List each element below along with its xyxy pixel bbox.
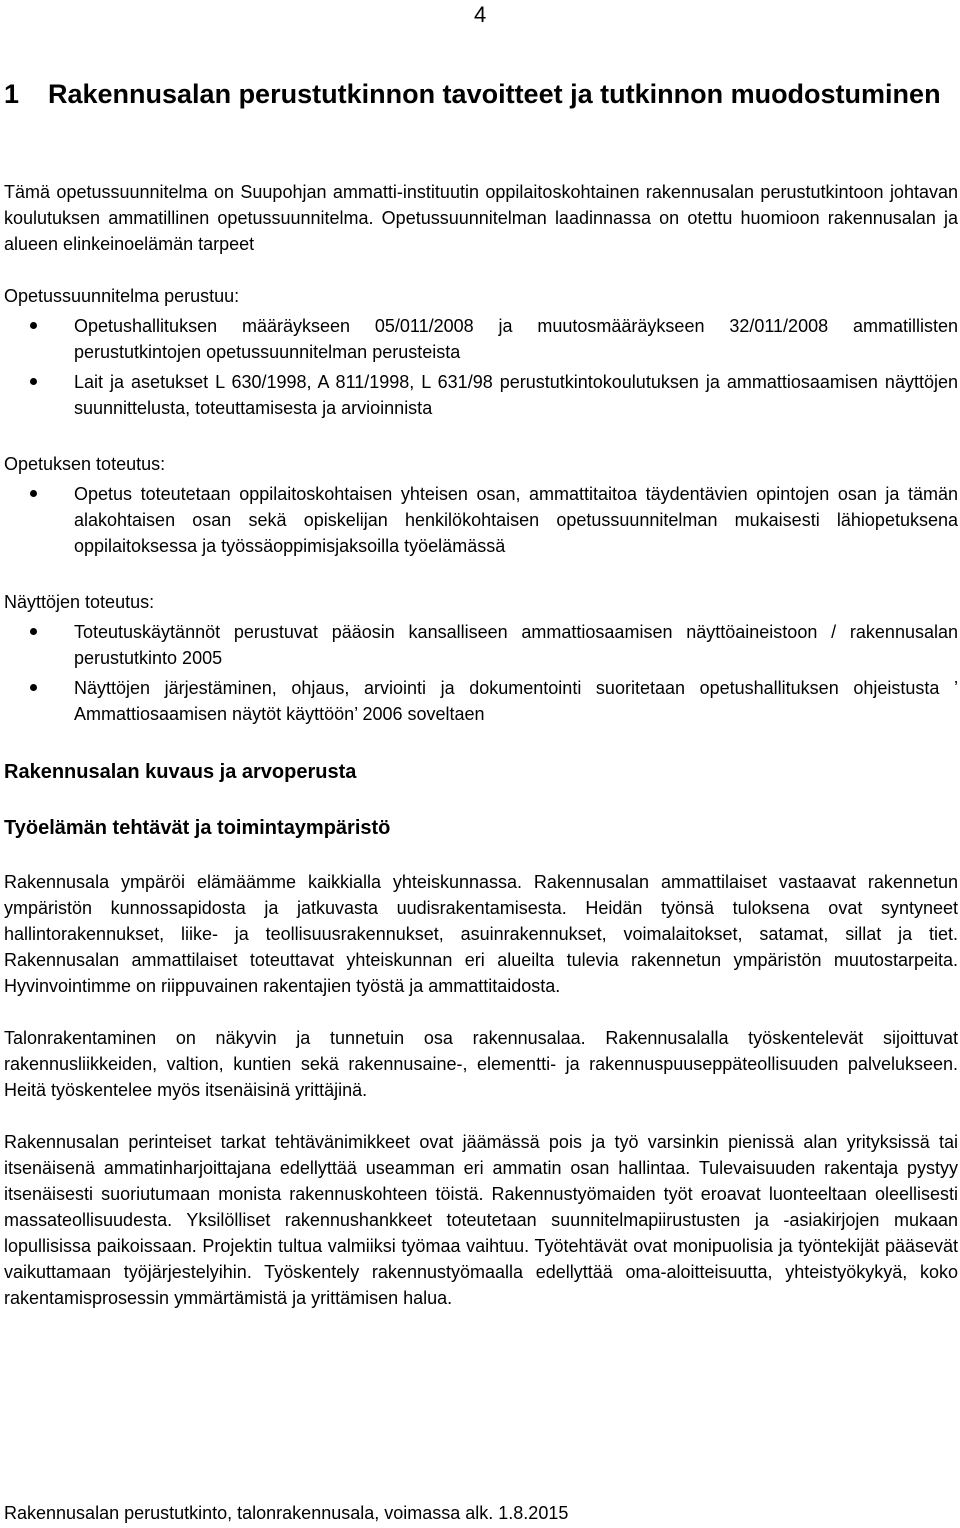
subheading-worklife: Työelämän tehtävät ja toimintaympäristö	[4, 817, 391, 839]
page-number: 4	[474, 2, 487, 27]
bullet-icon	[30, 490, 37, 497]
list-item: Toteutuskäytännöt perustuvat pääosin kansalliseen ammattiosaamisen näyttöaineistoon / rakennusalan perustutkinto 2005	[4, 619, 958, 671]
section-label: Näyttöjen toteutus:	[4, 592, 155, 612]
bullet-list	[4, 313, 958, 421]
bullet-list	[4, 481, 958, 559]
chapter-number: 1	[4, 79, 20, 109]
bullet-list	[4, 619, 958, 727]
list-item: Opetus toteutetaan oppilaitoskohtaisen yhteisen osan, ammattitaitoa täydentävien opintojen osan ja tämän alakohtaisen osan sekä opiskelijan henkilökohtaisen opetussuunnitelman mukaisesti lähiopetuksena oppilaitoksessa ja työssäoppimisjaksoilla työelämässä	[4, 481, 958, 559]
list-item: Lait ja asetukset L 630/1998, A 811/1998, L 631/98 perustutkintokoulutuksen ja ammattiosaamisen näyttöjen suunnittelusta, toteuttamisesta ja arvioinnista	[4, 369, 958, 421]
section-basis	[4, 283, 958, 421]
body-paragraph: Rakennusalan perinteiset tarkat tehtävänimikkeet ovat jäämässä pois ja työ varsinkin pienissä alan yrityksissä tai itsenäisenä ammatinharjoittajana edellyttää useamman eri ammatin osan hallintaa. Tulevaisuuden rakentaja pystyy itsenäisesti suoriutumaan monista rakennuskohteen töistä. Rakennustyömaiden työt eroavat luonteeltaan oleellisesti massateollisuudesta. Yksilölliset rakennushankkeet toteutetaan suunnitelmapiirustusten ja -asiakirjojen mukaan lopullisissa paikoissaan. Projektin tultua valmiiksi työmaa vaihtuu. Työtehtävät ovat monipuolisia ja työntekijät pääsevät vaikuttamaan työjärjestelyihin. Työskentely rakennustyömaalla edellyttää oma-aloitteisuutta, yhteistyökykyä, koko rakentamisprosessin ymmärtämistä ja yrittämisen halua.	[4, 1132, 958, 1308]
section-teaching	[4, 451, 958, 559]
body-paragraph: Rakennusala ympäröi elämäämme kaikkialla yhteiskunnassa. Rakennusalan ammattilaiset vastaavat rakennetun ympäristön kunnossapidosta ja jatkuvasta uudisrakentamisesta. Heidän työnsä tuloksena ovat syntyneet hallintorakennukset, liike- ja teollisuusrakennukset, asuinrakennukset, voimalaitokset, satamat, sillat ja tiet. Rakennusalan ammattilaiset toteuttavat yhteiskunnan eri alueilta tulevia rakennetun ympäristön muutostarpeita. Hyvinvointimme on riippuvainen rakentajien työstä ja ammattitaidosta.	[4, 872, 958, 996]
chapter-heading	[4, 78, 958, 111]
list-item: Näyttöjen järjestäminen, ohjaus, arviointi ja dokumentointi suoritetaan opetushallituksen ohjeistusta ’ Ammattiosaamisen näytöt käyttöön’ 2006 soveltaen	[4, 675, 958, 727]
page-footer: Rakennusalan perustutkinto, talonrakennusala, voimassa alk. 1.8.2015	[4, 1503, 569, 1523]
chapter-title: Rakennusalan perustutkinnon tavoitteet ja tutkinnon muodostuminen	[48, 79, 941, 109]
list-item: Opetushallituksen määräykseen 05/011/2008 ja muutosmääräykseen 32/011/2008 ammatillisten perustutkintojen opetussuunnitelman perusteista	[4, 313, 958, 365]
bullet-icon	[30, 378, 37, 385]
section-label: Opetussuunnitelma perustuu:	[4, 286, 240, 306]
bullet-icon	[30, 628, 37, 635]
body-paragraph: Talonrakentaminen on näkyvin ja tunnetuin osa rakennusalaa. Rakennusalalla työskentelevät sijoittuvat rakennusliikkeiden, valtion, kuntien sekä rakennusaine-, elementti- ja rakennuspuuseppäteollisuuden palvelukseen. Heitä työskentelee myös itsenäisinä yrittäjinä.	[4, 1028, 958, 1100]
bullet-icon	[30, 322, 37, 329]
bullet-icon	[30, 684, 37, 691]
subheading-description: Rakennusalan kuvaus ja arvoperusta	[4, 761, 357, 783]
section-demonstrations	[4, 589, 958, 727]
section-label: Opetuksen toteutus:	[4, 454, 166, 474]
page-content	[4, 78, 958, 1311]
intro-paragraph: Tämä opetussuunnitelma on Suupohjan ammatti-instituutin oppilaitoskohtainen rakennusalan perustutkintoon johtavan koulutuksen ammatillinen opetussuunnitelma. Opetussuunnitelman laadinnassa on otettu huomioon rakennusalan ja alueen elinkeinoelämän tarpeet	[4, 182, 958, 254]
